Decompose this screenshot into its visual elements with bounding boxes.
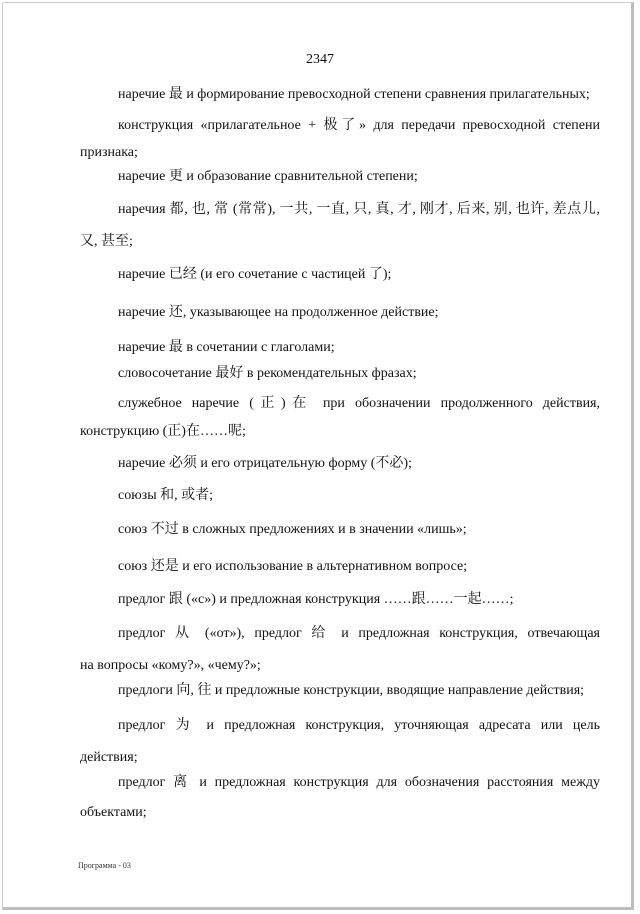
- text-line: предлоги 向, 往 и предложные конструкции, вводящие направление действия;: [118, 683, 585, 698]
- text-line: наречие 还, указывающее на продолженное действие;: [118, 305, 439, 320]
- footer-label: Программа - 03: [78, 861, 131, 870]
- text-line: предлог 跟 («с») и предложная конструкция ……跟……一起……;: [118, 592, 514, 607]
- text-line: наречие 最 и формирование превосходной степени сравнения прилагательных;: [118, 87, 590, 102]
- text-line: союз 不过 в сложных предложениях и в значении «лишь»;: [118, 522, 467, 537]
- text-line: наречие 必须 и его отрицательную форму (不必);: [118, 456, 412, 471]
- text-line: предлог 为 и предложная конструкция, уточняющая адресата или цель: [118, 718, 600, 733]
- text-line: действия;: [80, 750, 138, 765]
- text-line: 又, 甚至;: [80, 234, 133, 249]
- text-line: признака;: [80, 145, 138, 160]
- text-line: на вопросы «кому?», «чему?»;: [80, 658, 261, 673]
- text-line: конструкция «прилагательное + 极了» для передачи превосходной степени: [118, 118, 600, 133]
- text-line: служебное наречие (正)在 при обозначении продолженного действия,: [118, 396, 600, 411]
- text-line: словосочетание 最好 в рекомендательных фразах;: [118, 366, 417, 381]
- text-line: наречие 已经 (и его сочетание с частицей 了);: [118, 267, 392, 282]
- text-line: предлог 离 и предложная конструкция для обозначения расстояния между: [118, 775, 600, 790]
- text-line: союзы 和, 或者;: [118, 488, 213, 503]
- page-number: 2347: [306, 52, 334, 67]
- text-line: конструкцию (正)在……呢;: [80, 424, 246, 439]
- text-line: союз 还是 и его использование в альтернативном вопросе;: [118, 559, 468, 574]
- text-line: наречия 都, 也, 常 (常常), 一共, 一直, 只, 真, 才, 刚才, 后来, 别, 也许, 差点儿,: [118, 202, 600, 217]
- text-line: предлог 从 («от»), предлог 给 и предложная конструкция, отвечающая: [118, 626, 600, 641]
- text-line: наречие 更 и образование сравнительной степени;: [118, 169, 418, 184]
- text-line: наречие 最 в сочетании с глаголами;: [118, 340, 335, 355]
- text-line: объектами;: [80, 805, 147, 820]
